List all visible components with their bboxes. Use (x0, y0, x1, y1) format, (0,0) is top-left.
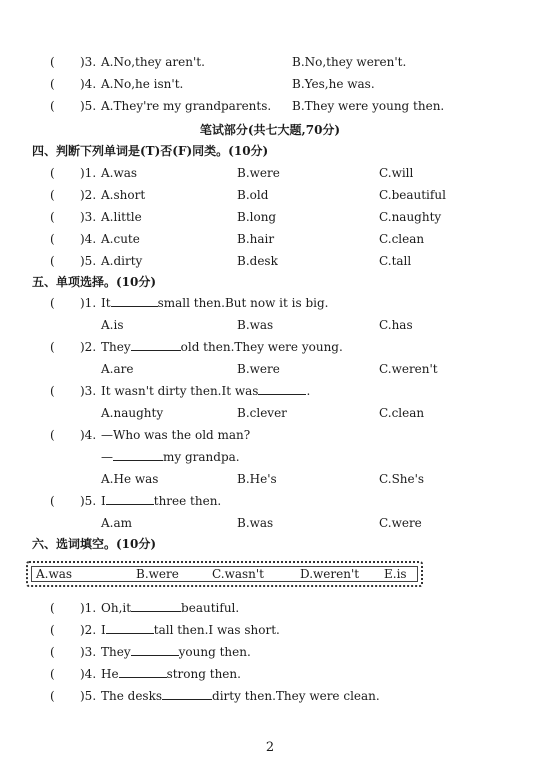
option-b: B.old (237, 188, 269, 202)
paren: ( (50, 601, 55, 615)
paren: ( (50, 99, 55, 113)
question-stem: It wasn't dirty then.It was . (101, 384, 311, 398)
option-a: A.naughty (101, 406, 164, 420)
word-bank-option: D.weren't (300, 567, 360, 581)
choices-row (0, 316, 540, 334)
question-number: )3. (80, 645, 97, 659)
question-stem: They young then. (101, 645, 251, 659)
option-c: C.were (379, 516, 422, 530)
answer-blank[interactable] (113, 448, 163, 461)
question-number: )1. (80, 166, 97, 180)
question-stem: I tall then.I was short. (101, 623, 280, 637)
option-c: C.has (379, 318, 413, 332)
question-row (0, 338, 540, 356)
option-b: B.hair (237, 232, 275, 246)
option-a: A.was (101, 166, 138, 180)
question-number: )3. (80, 384, 97, 398)
question-number: )4. (80, 232, 97, 246)
paren: ( (50, 428, 55, 442)
question-stem: They old then.They were young. (101, 340, 343, 354)
option-a: A.short (101, 188, 146, 202)
question-row (0, 599, 540, 617)
option-b: B.long (237, 210, 277, 224)
question-row (0, 230, 540, 248)
written-section-title: 笔试部分(共七大题,70分) (199, 123, 341, 137)
answer-blank[interactable] (106, 492, 154, 505)
question-row (0, 164, 540, 182)
question-row (0, 643, 540, 661)
question-row (0, 687, 540, 705)
option-c: C.will (379, 166, 414, 180)
answer-blank[interactable] (131, 338, 181, 351)
question-stem: I three then. (101, 494, 222, 508)
option-a: A.am (101, 516, 133, 530)
question-number: )4. (80, 428, 97, 442)
option-c: C.tall (379, 254, 412, 268)
option-c: C.naughty (379, 210, 442, 224)
question-stem: The desks dirty then.They were clean. (101, 689, 380, 703)
option-b: B.was (237, 318, 274, 332)
answer-blank[interactable] (131, 599, 181, 612)
option-b: B.clever (237, 406, 287, 420)
word-bank-box (26, 561, 423, 587)
option-a: A.dirty (101, 254, 143, 268)
answer-blank[interactable] (119, 665, 167, 678)
question-row (0, 448, 540, 466)
paren: ( (50, 210, 55, 224)
question-number: )5. (80, 494, 97, 508)
question-row (0, 252, 540, 270)
question-stem: —Who was the old man? (101, 428, 251, 442)
question-row (0, 208, 540, 226)
option-c: C.clean (379, 406, 425, 420)
answer-blank[interactable] (131, 643, 179, 656)
option-c: C.weren't (379, 362, 438, 376)
question-row (0, 53, 540, 71)
question-number: )1. (80, 601, 97, 615)
question-number: )2. (80, 340, 97, 354)
paren: ( (50, 667, 55, 681)
section-4-heading: 四、判断下列单词是(T)否(F)同类。(10分) (32, 144, 269, 158)
question-stem: It small then.But now it is big. (101, 296, 329, 310)
word-bank-option: C.wasn't (212, 567, 265, 581)
option-a: A.No,they aren't. (101, 55, 205, 69)
paren: ( (50, 296, 55, 310)
question-row (0, 621, 540, 639)
choices-row (0, 470, 540, 488)
answer-blank[interactable] (162, 687, 212, 700)
paren: ( (50, 340, 55, 354)
option-c: C.beautiful (379, 188, 446, 202)
page-number: 2 (265, 740, 275, 755)
question-row (0, 75, 540, 93)
paren: ( (50, 188, 55, 202)
choices-row (0, 360, 540, 378)
option-b: B.Yes,he was. (292, 77, 375, 91)
option-a: A.He was (101, 472, 159, 486)
paren: ( (50, 254, 55, 268)
choices-row (0, 404, 540, 422)
question-row (0, 186, 540, 204)
option-b: B.were (237, 166, 280, 180)
paren: ( (50, 166, 55, 180)
option-a: A.No,he isn't. (101, 77, 184, 91)
paren: ( (50, 384, 55, 398)
answer-blank[interactable] (111, 294, 158, 307)
question-stem: Oh,it beautiful. (101, 601, 240, 615)
answer-blank[interactable] (258, 382, 306, 395)
section-5-heading: 五、单项选择。(10分) (32, 275, 157, 289)
section-6-heading: 六、选词填空。(10分) (32, 537, 157, 551)
question-number: )1. (80, 296, 97, 310)
option-a: A.is (101, 318, 124, 332)
question-row (0, 665, 540, 683)
option-b: B.desk (237, 254, 278, 268)
word-bank-option: A.was (36, 567, 73, 581)
question-number: )4. (80, 77, 97, 91)
question-number: )3. (80, 210, 97, 224)
question-number: )2. (80, 188, 97, 202)
paren: ( (50, 232, 55, 246)
option-b: B.No,they weren't. (292, 55, 407, 69)
option-a: A.little (101, 210, 142, 224)
choices-row (0, 514, 540, 532)
question-row (0, 97, 540, 115)
paren: ( (50, 77, 55, 91)
paren: ( (50, 494, 55, 508)
paren: ( (50, 645, 55, 659)
question-number: )4. (80, 667, 97, 681)
question-number: )2. (80, 623, 97, 637)
question-number: )3. (80, 55, 97, 69)
question-number: )5. (80, 254, 97, 268)
question-row (0, 382, 540, 400)
word-bank-option: B.were (136, 567, 179, 581)
paren: ( (50, 55, 55, 69)
question-reply: — my grandpa. (101, 450, 240, 464)
option-a: A.cute (101, 232, 140, 246)
option-a: A.are (101, 362, 134, 376)
option-b: B.were (237, 362, 280, 376)
question-number: )5. (80, 689, 97, 703)
answer-blank[interactable] (106, 621, 154, 634)
option-a: A.They're my grandparents. (101, 99, 272, 113)
option-b: B.was (237, 516, 274, 530)
word-bank-option: E.is (384, 567, 407, 581)
paren: ( (50, 689, 55, 703)
option-c: C.She's (379, 472, 425, 486)
paren: ( (50, 623, 55, 637)
option-c: C.clean (379, 232, 425, 246)
option-b: B.They were young then. (292, 99, 445, 113)
question-stem: He strong then. (101, 667, 241, 681)
question-number: )5. (80, 99, 97, 113)
option-b: B.He's (237, 472, 277, 486)
question-row (0, 492, 540, 510)
question-row (0, 294, 540, 312)
question-row (0, 426, 540, 444)
